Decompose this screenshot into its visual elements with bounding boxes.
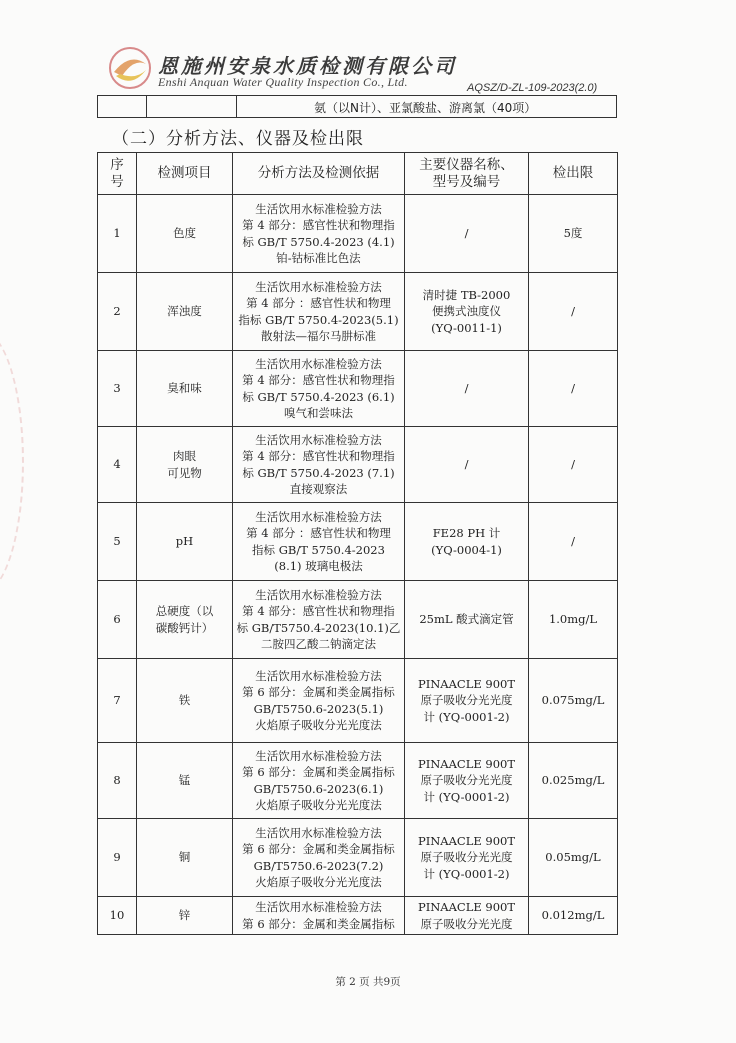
- table-header-row: [98, 153, 618, 195]
- header-no: 序 号: [98, 153, 137, 195]
- row-no: 10: [98, 897, 137, 935]
- row-limit: 0.012mg/L: [529, 897, 618, 935]
- row-instrument: [405, 351, 529, 427]
- row-method-line: 第 4 部分 ：感官性状和物理: [246, 526, 391, 540]
- row-method: [233, 195, 405, 273]
- row-method-line: 指标 GB/T 5750.4-2023: [252, 542, 385, 557]
- row-limit: 5度: [529, 195, 618, 273]
- row-instrument-line: PINAACLE 900T: [417, 900, 516, 914]
- row-instrument-line: 原子吸收分光光度: [420, 693, 513, 708]
- page-footer: 第 2 页 共9页: [335, 976, 401, 988]
- header-item: 检测项目: [137, 153, 233, 195]
- row-method-line: 标 GB/T 5750.4-2023 (4.1): [242, 234, 395, 249]
- table-row: [98, 743, 618, 819]
- row-item-line: 总硬度（以: [155, 604, 214, 618]
- row-item-line: pH: [175, 534, 194, 549]
- table-row: [98, 273, 618, 351]
- row-no: 9: [98, 819, 137, 897]
- row-method: [233, 897, 405, 935]
- row-instrument: [405, 743, 529, 819]
- row-method: [233, 659, 405, 743]
- row-method: [233, 581, 405, 659]
- row-instrument-line: (YQ-0011-1): [431, 320, 502, 335]
- row-method-line: 生活饮用水标准检验方法: [255, 432, 382, 447]
- row-instrument-line: PINAACLE 900T: [417, 756, 516, 771]
- row-method-line: 标 GB/T 5750.4-2023 (6.1): [242, 389, 395, 404]
- row-instrument-line: 25mL 酸式滴定管: [419, 612, 514, 627]
- row-method-line: 标 GB/T5750.4-2023(10.1)乙: [236, 620, 401, 635]
- table-row: [98, 819, 618, 897]
- row-instrument: [405, 427, 529, 503]
- row-instrument-line: 便携式浊度仪: [432, 304, 501, 319]
- row-item-line: 浑浊度: [167, 304, 202, 319]
- company-name-cn: 恩施州安泉水质检测有限公司: [158, 54, 457, 78]
- row-instrument-line: PINAACLE 900T: [417, 833, 516, 848]
- row-item: [137, 659, 233, 743]
- row-method-line: 二胺四乙酸二钠滴定法: [261, 637, 376, 651]
- row-no: 7: [98, 659, 137, 743]
- row-item: [137, 743, 233, 819]
- row-method-line: 火焰原子吸收分光光度法: [255, 798, 382, 812]
- continued-cell: [146, 96, 237, 117]
- table-row: [98, 659, 618, 743]
- row-item: [137, 897, 233, 935]
- row-method-line: GB/T5750.6-2023(5.1): [253, 701, 384, 716]
- row-method: [233, 273, 405, 351]
- row-item: [137, 503, 233, 581]
- row-no: 4: [98, 427, 137, 503]
- table-row: [98, 427, 618, 503]
- row-method-line: GB/T5750.6-2023(7.2): [253, 858, 384, 873]
- row-item: [137, 273, 233, 351]
- header-instrument: 主要仪器名称、 型号及编号: [405, 153, 529, 195]
- row-instrument-line: /: [464, 457, 469, 472]
- row-method-line: 生活饮用水标准检验方法: [255, 201, 382, 216]
- row-limit: /: [529, 427, 618, 503]
- row-instrument: [405, 659, 529, 743]
- row-limit: /: [529, 351, 618, 427]
- table-row: [98, 581, 618, 659]
- company-name-en: Enshi Anquan Water Quality Inspection Co., Ltd.: [158, 75, 408, 89]
- row-method-line: 嗅气和尝味法: [284, 406, 353, 420]
- row-method-line: 生活饮用水标准检验方法: [255, 900, 382, 914]
- row-instrument: [405, 273, 529, 351]
- row-method: [233, 503, 405, 581]
- continued-table-row: [97, 96, 617, 118]
- row-item: [137, 427, 233, 503]
- row-instrument: [405, 195, 529, 273]
- row-method-line: GB/T5750.6-2023(6.1): [253, 781, 384, 796]
- row-instrument-line: 计 (YQ-0001-2): [423, 709, 510, 724]
- row-item-line: 肉眼: [173, 449, 196, 463]
- row-item-line: 碳酸钙计）: [155, 620, 214, 635]
- row-method-line: 生活饮用水标准检验方法: [255, 509, 382, 524]
- header-limit: 检出限: [529, 153, 618, 195]
- row-method-line: 第 6 部分：金属和类金属指标: [242, 842, 395, 856]
- row-no: 3: [98, 351, 137, 427]
- row-method-line: 第 6 部分：金属和类金属指标: [242, 765, 395, 779]
- continued-cell: [98, 96, 147, 117]
- row-limit: 1.0mg/L: [529, 581, 618, 659]
- row-item-line: 可见物: [167, 465, 202, 480]
- row-instrument-line: 原子吸收分光光度: [420, 850, 513, 865]
- row-item-line: 色度: [173, 226, 196, 241]
- row-limit: /: [529, 503, 618, 581]
- row-instrument-line: /: [464, 381, 469, 396]
- row-instrument: [405, 581, 529, 659]
- row-method-line: 散射法—福尔马肼标准: [261, 329, 376, 343]
- row-method: [233, 351, 405, 427]
- table-row: [98, 503, 618, 581]
- document-code: AQSZ/D-ZL-109-2023(2.0): [467, 82, 598, 94]
- seal-stamp-edge: [0, 330, 24, 594]
- row-method-line: 铂-钴标准比色法: [276, 251, 361, 265]
- row-method-line: 指标 GB/T 5750.4-2023(5.1): [238, 312, 399, 327]
- row-method: [233, 427, 405, 503]
- row-item: [137, 819, 233, 897]
- methods-table: [97, 152, 618, 935]
- row-instrument-line: FE28 PH 计: [432, 526, 501, 540]
- row-instrument-line: 原子吸收分光光度: [420, 916, 513, 931]
- row-method-line: 生活饮用水标准检验方法: [255, 825, 382, 840]
- row-method-line: 标 GB/T 5750.4-2023 (7.1): [242, 465, 395, 480]
- row-instrument-line: (YQ-0004-1): [431, 542, 502, 557]
- row-no: 2: [98, 273, 137, 351]
- row-method-line: 生活饮用水标准检验方法: [255, 668, 382, 683]
- row-item-line: 锌: [178, 908, 191, 923]
- continued-row-text: 氨（以N计）、亚氯酸盐、游离氯（40项）: [314, 101, 537, 115]
- row-instrument-line: 计 (YQ-0001-2): [423, 789, 510, 804]
- row-method-line: 第 4 部分：感官性状和物理指: [242, 373, 395, 387]
- row-instrument-line: 原子吸收分光光度: [420, 773, 513, 788]
- row-limit: /: [529, 273, 618, 351]
- row-method-line: 火焰原子吸收分光光度法: [255, 718, 382, 732]
- row-method-line: 生活饮用水标准检验方法: [255, 748, 382, 763]
- row-item-line: 铜: [178, 850, 191, 865]
- table-row: [98, 351, 618, 427]
- row-instrument-line: PINAACLE 900T: [417, 676, 516, 691]
- row-no: 5: [98, 503, 137, 581]
- row-method-line: 第 4 部分：感官性状和物理指: [242, 604, 395, 618]
- company-logo-icon: [108, 46, 152, 90]
- row-method-line: 火焰原子吸收分光光度法: [255, 875, 382, 889]
- row-method: [233, 819, 405, 897]
- row-instrument-line: 计 (YQ-0001-2): [423, 866, 510, 881]
- row-method-line: 生活饮用水标准检验方法: [255, 587, 382, 602]
- row-method: [233, 743, 405, 819]
- row-method-line: 生活饮用水标准检验方法: [255, 356, 382, 371]
- row-limit: 0.05mg/L: [529, 819, 618, 897]
- row-no: 6: [98, 581, 137, 659]
- row-item: [137, 351, 233, 427]
- row-method-line: 第 6 部分：金属和类金属指标: [242, 916, 395, 931]
- row-instrument-line: 清时捷 TB-2000: [422, 287, 511, 302]
- section-title: （二）分析方法、仪器及检出限: [112, 129, 364, 149]
- row-limit: 0.075mg/L: [529, 659, 618, 743]
- row-method-line: 生活饮用水标准检验方法: [255, 279, 382, 294]
- table-row: [98, 897, 618, 935]
- row-no: 1: [98, 195, 137, 273]
- row-method-line: 第 4 部分：感官性状和物理指: [242, 218, 395, 232]
- row-instrument: [405, 503, 529, 581]
- row-item-line: 锰: [178, 773, 191, 788]
- row-method-line: (8.1) 玻璃电极法: [274, 559, 363, 573]
- table-body: [98, 195, 618, 935]
- row-method-line: 直接观察法: [289, 482, 348, 496]
- row-item-line: 铁: [178, 693, 191, 708]
- row-item-line: 臭和味: [167, 381, 202, 396]
- row-instrument-line: /: [464, 226, 469, 241]
- row-item: [137, 195, 233, 273]
- row-item: [137, 581, 233, 659]
- row-instrument: [405, 897, 529, 935]
- row-method-line: 第 6 部分：金属和类金属指标: [242, 685, 395, 699]
- row-method-line: 第 4 部分 ：感官性状和物理: [246, 296, 391, 310]
- row-limit: 0.025mg/L: [529, 743, 618, 819]
- row-no: 8: [98, 743, 137, 819]
- row-method-line: 第 4 部分：感官性状和物理指: [242, 449, 395, 463]
- row-instrument: [405, 819, 529, 897]
- table-row: [98, 195, 618, 273]
- header-method: 分析方法及检测依据: [233, 153, 405, 195]
